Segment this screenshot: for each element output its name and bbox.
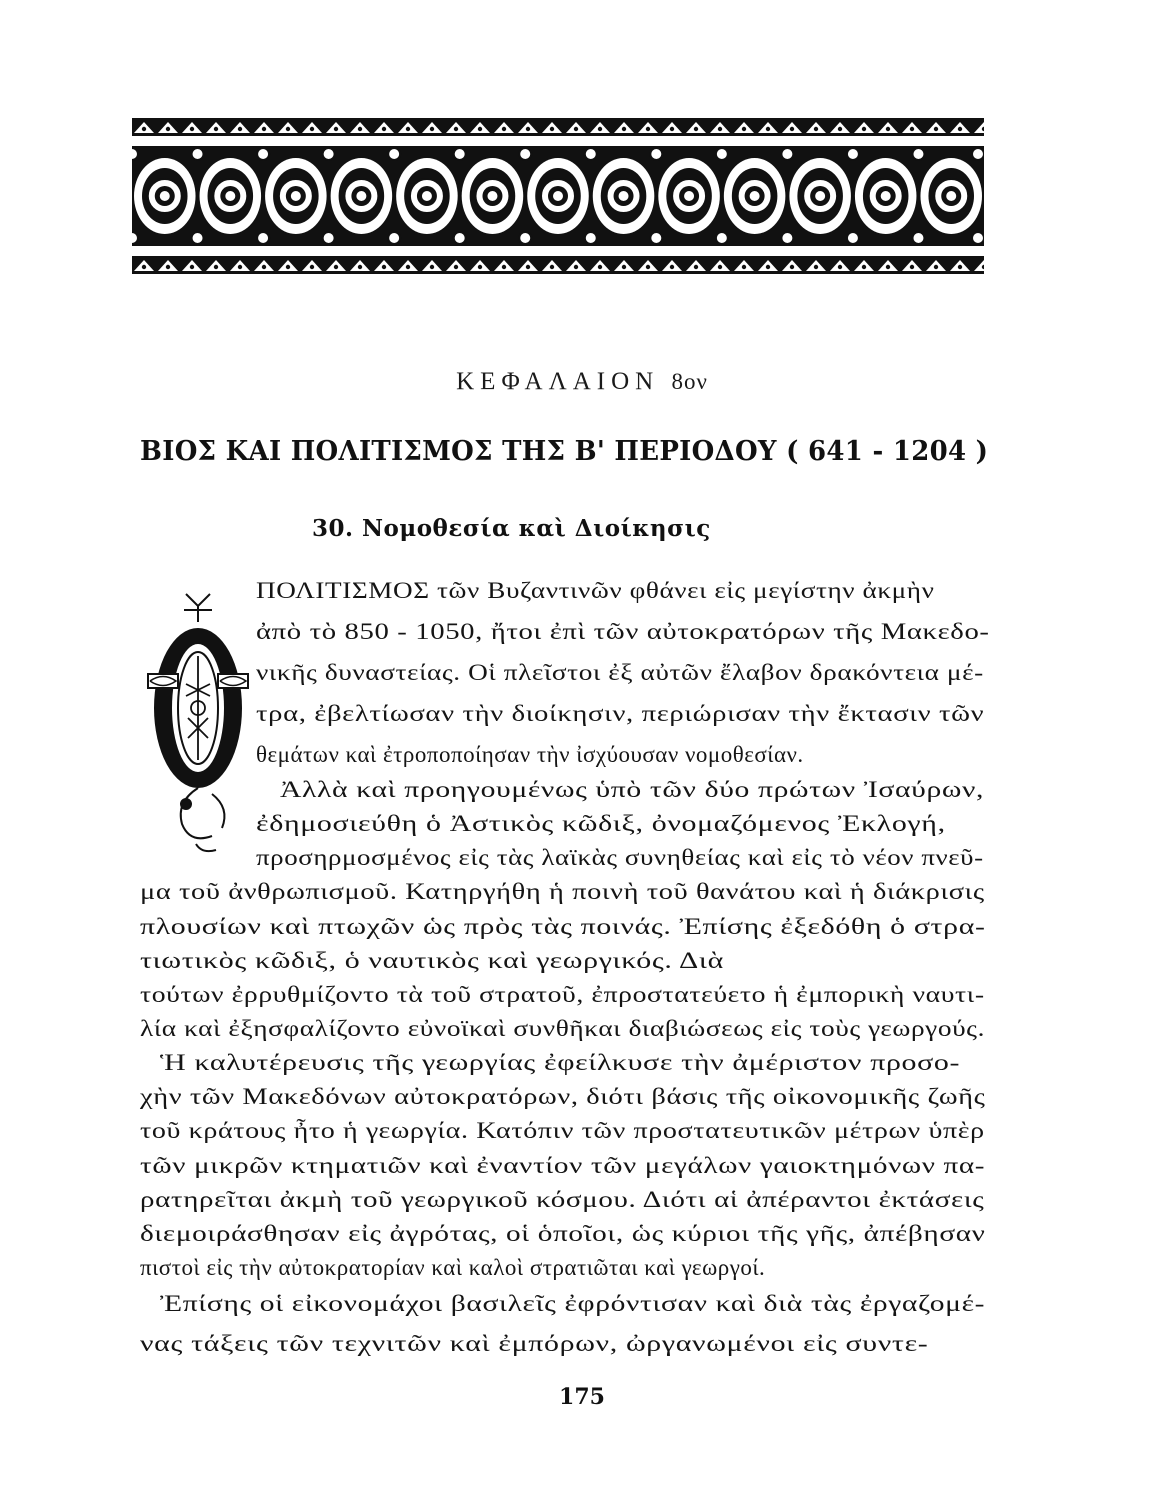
chapter-label: ΚΕΦΑΛΑΙΟΝ: [456, 368, 660, 395]
page-title: ΒΙΟΣ ΚΑΙ ΠΟΛΙΤΙΣΜΟΣ ΤΗΣ Β' ΠΕΡΙΟΔΟΥ ( 641 - 1204 ): [140, 436, 989, 467]
body-line: Ἐπίσης οἱ εἰκονομάχοι βασιλεῖς ἐφρόντισαν καὶ διὰ τὰς ἐργαζομέ-: [160, 1291, 986, 1316]
body-line: νικῆς δυναστείας. Οἱ πλεῖστοι ἐξ αὐτῶν ἔλαβον δρακόντεια μέ-: [256, 660, 984, 685]
body-line: νας τάξεις τῶν τεχνιτῶν καὶ ἐμπόρων, ὠργανωμένοι εἰς συντε-: [140, 1331, 929, 1356]
body-line: χὴν τῶν Μακεδόνων αὐτοκρατόρων, διότι βάσις τῆς οἰκονομικῆς ζωῆς: [140, 1084, 986, 1109]
body-line: λία καὶ ἐξησφαλίζοντο εὐνοϊκαὶ συνθῆκαι διαβιώσεως εἰς τοὺς γεωργούς.: [140, 1016, 986, 1041]
body-line: ρατηρεῖται ἀκμὴ τοῦ γεωργικοῦ κόσμου. Διότι αἱ ἀπέραντοι ἐκτάσεις: [140, 1187, 985, 1212]
page-number: 175: [559, 1384, 605, 1410]
body-line: πιστοὶ εἰς τὴν αὐτοκρατορίαν καὶ καλοὶ στρατιῶται καὶ γεωργοί.: [140, 1255, 766, 1280]
body-line: Ἀλλὰ καὶ προηγουμένως ὑπὸ τῶν δύο πρώτων Ἰσαύρων,: [280, 777, 985, 802]
zigzag-border-bottom: [132, 256, 984, 274]
body-line: προσηρμοσμένος εἰς τὰς λαϊκὰς συνηθείας καὶ εἰς τὸ νέον πνεῦ-: [256, 845, 984, 870]
body-line: τῶν μικρῶν κτηματιῶν καὶ ἐναντίον τῶν μεγάλων γαιοκτημόνων πα-: [140, 1153, 986, 1178]
body-line: ἀπὸ τὸ 850 - 1050, ἤτοι ἐπὶ τῶν αὐτοκρατόρων τῆς Μακεδο-: [256, 619, 990, 644]
chapter-ordinal: 8ον: [671, 369, 708, 394]
body-line: τρα, ἐβελτίωσαν τὴν διοίκησιν, περιώρισαν τὴν ἔκτασιν τῶν: [256, 701, 985, 726]
ornamental-header-band: [132, 118, 984, 274]
body-line: τοῦ κράτους ἦτο ἡ γεωργία. Κατόπιν τῶν προστατευτικῶν μέτρων ὑπὲρ: [140, 1118, 985, 1143]
body-line: ἐδημοσιεύθη ὁ Ἀστικὸς κῶδιξ, ὀνομαζόμενος Ἐκλογή,: [256, 811, 946, 836]
body-line: πλουσίων καὶ πτωχῶν ὡς πρὸς τὰς ποινάς. Ἐπίσης ἐξεδόθη ὁ στρα-: [140, 914, 986, 939]
dropcap-ornament: [146, 588, 258, 856]
body-line: Ἡ καλυτέρευσις τῆς γεωργίας ἐφείλκυσε τὴν ἀμέριστον προσο-: [160, 1050, 961, 1075]
body-line: τούτων ἐρρυθμίζοντο τὰ τοῦ στρατοῦ, ἐπροστατεύετο ἡ ἐμπορικὴ ναυτι-: [140, 982, 985, 1007]
chain-ornament: [132, 140, 984, 252]
body-line: τιωτικὸς κῶδιξ, ὁ ναυτικὸς καὶ γεωργικός. Διὰ: [140, 948, 724, 973]
body-line: μα τοῦ ἀνθρωπισμοῦ. Κατηργήθη ἡ ποινὴ τοῦ θανάτου καὶ ἡ διάκρισις: [140, 879, 985, 904]
chapter-heading: [0, 368, 1164, 396]
body-line: ΠΟΛΙΤΙΣΜΟΣ τῶν Βυζαντινῶν φθάνει εἰς μεγίστην ἀκμὴν: [256, 578, 935, 603]
body-line: θεμάτων καὶ ἐτροποποίησαν τὴν ἰσχύουσαν νομοθεσίαν.: [256, 742, 804, 767]
section-title: 30. Νομοθεσία καὶ Διοίκησις: [312, 515, 711, 542]
zigzag-border-top: [132, 118, 984, 136]
body-line: διεμοιράσθησαν εἰς ἀγρότας, οἱ ὁποῖοι, ὡς κύριοι τῆς γῆς, ἀπέβησαν: [140, 1221, 986, 1246]
